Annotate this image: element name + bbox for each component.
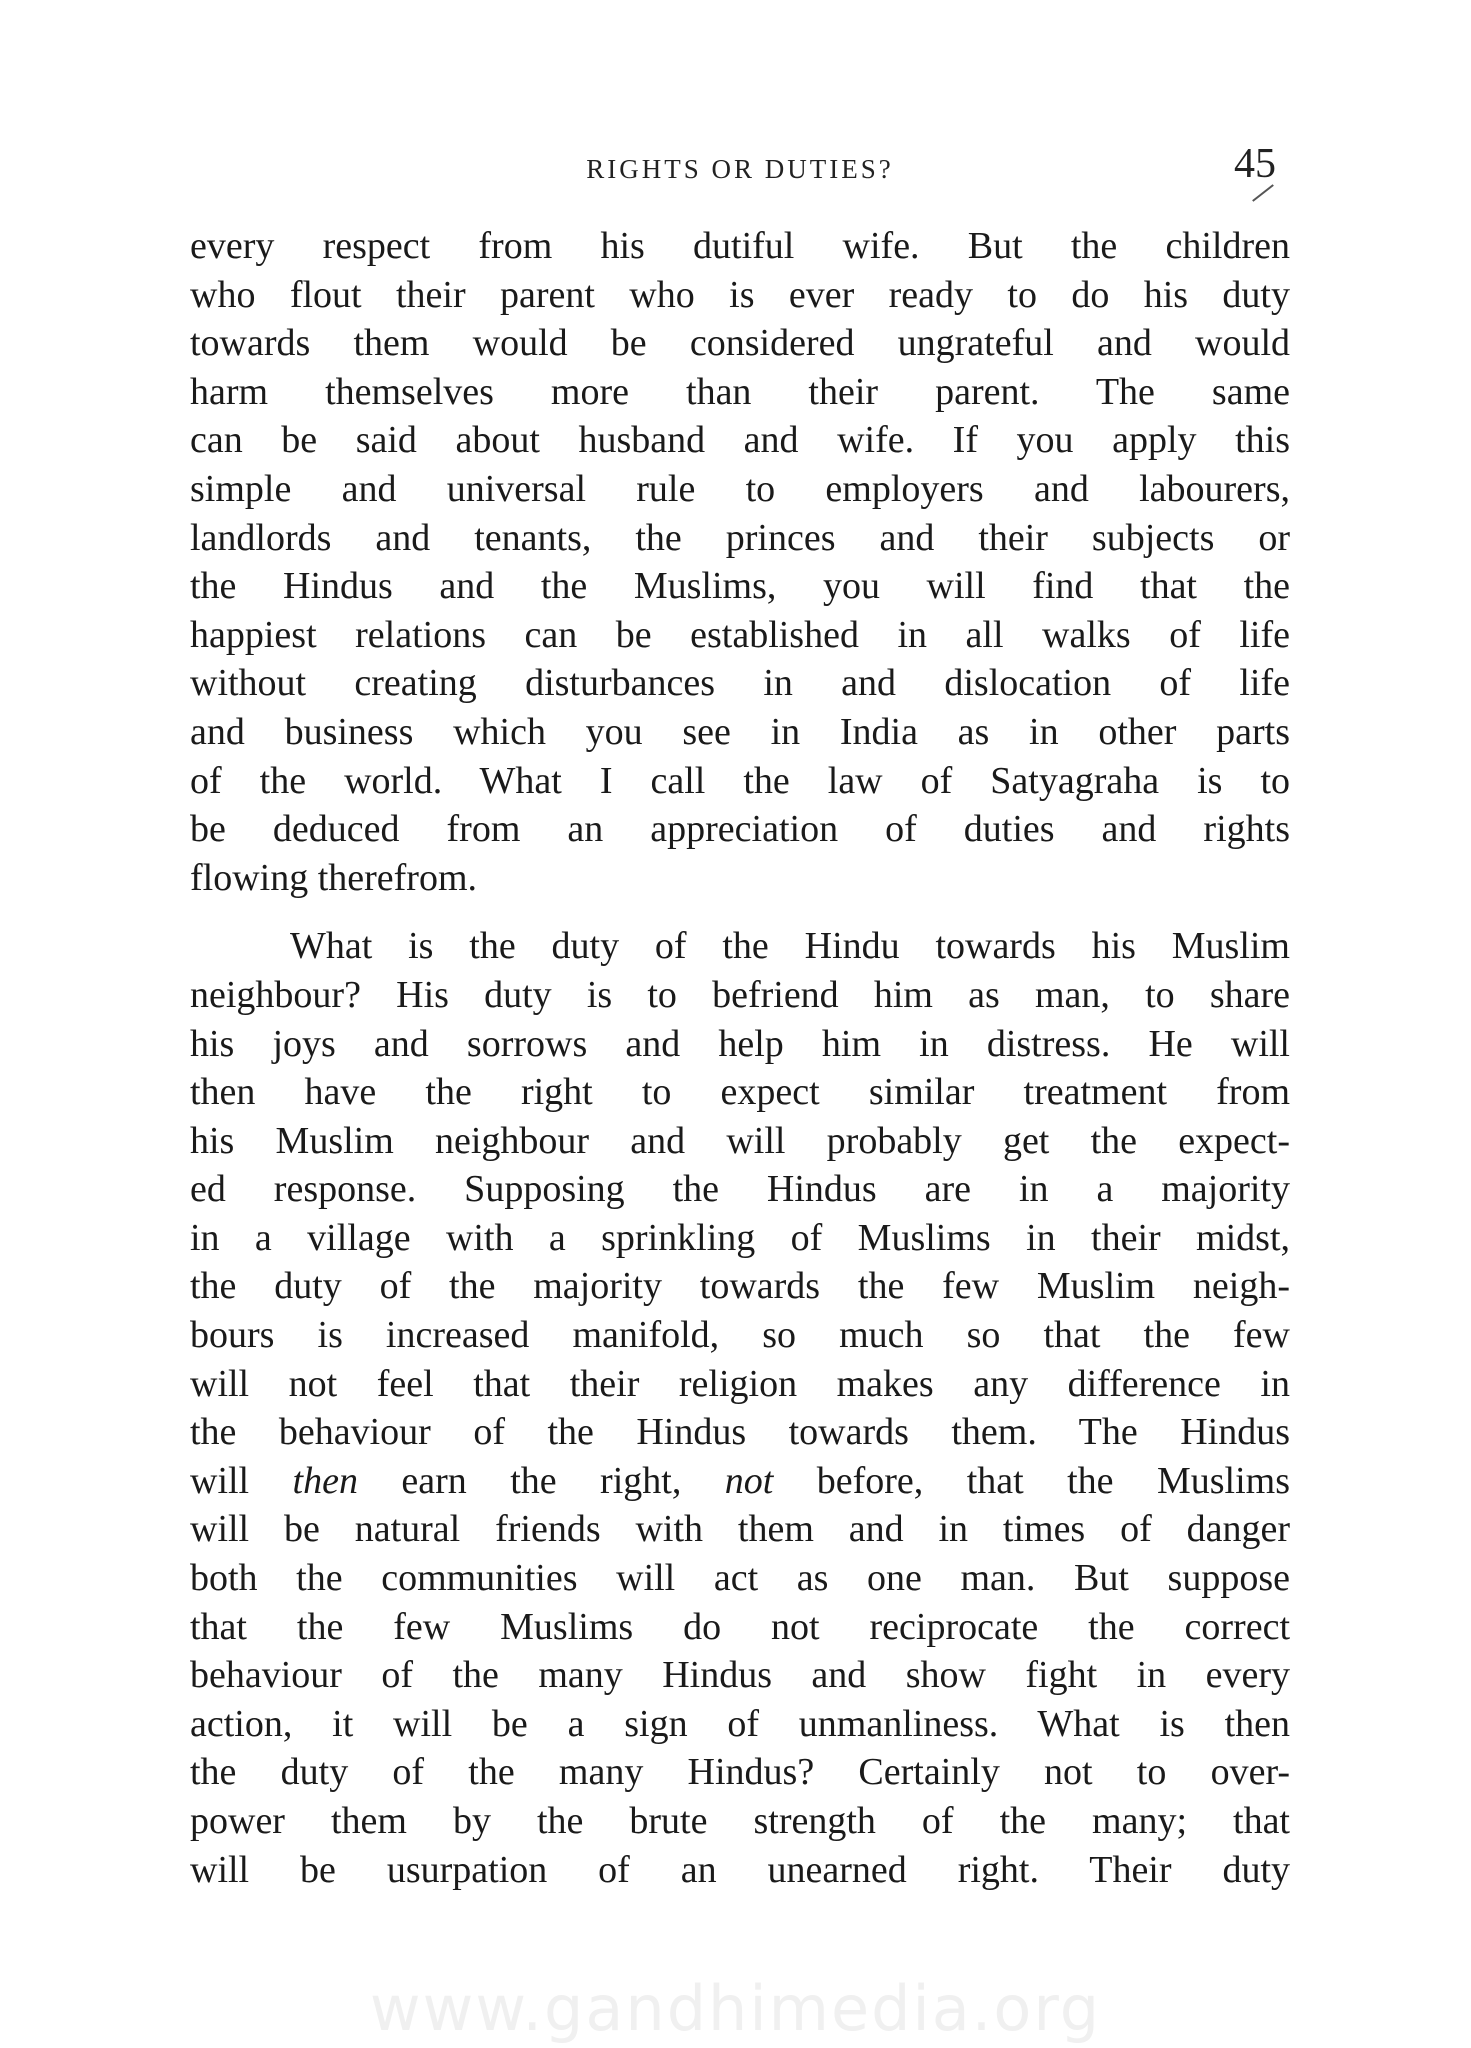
text-line: harm themselves more than their parent. The same bbox=[190, 370, 1290, 413]
paragraph-2 bbox=[190, 922, 1290, 1894]
running-title: RIGHTS OR DUTIES? bbox=[586, 154, 894, 184]
text-line: behaviour of the many Hindus and show fight in every bbox=[190, 1654, 1290, 1697]
text-line: ed response. Supposing the Hindus are in a majority bbox=[190, 1168, 1290, 1211]
text-line: every respect from his dutiful wife. But the children bbox=[190, 225, 1290, 267]
text-line: action, it will be a sign of unmanliness. What is then bbox=[190, 1702, 1290, 1745]
text-line: the Hindus and the Muslims, you will find that the bbox=[190, 565, 1290, 608]
paragraph-gap bbox=[190, 902, 1290, 922]
text-segment: will bbox=[190, 1459, 293, 1502]
text-line: can be said about husband and wife. If you apply this bbox=[190, 419, 1290, 462]
text-line: simple and universal rule to employers and labourers, bbox=[190, 467, 1290, 510]
text-line: his joys and sorrows and help him in distress. He will bbox=[190, 1022, 1290, 1065]
paragraph-1 bbox=[190, 222, 1290, 902]
text-line: both the communities will act as one man. But suppose bbox=[190, 1557, 1290, 1600]
body-text bbox=[190, 222, 1290, 1894]
page-number: 45 bbox=[1234, 141, 1276, 187]
text-line: that the few Muslims do not reciprocate the correct bbox=[190, 1605, 1290, 1648]
text-line: will not feel that their religion makes any difference in bbox=[190, 1362, 1290, 1405]
text-line: happiest relations can be established in all walks of life bbox=[190, 613, 1290, 656]
text-segment: before, that the Muslims bbox=[773, 1459, 1290, 1502]
text-line: and business which you see in India as in other parts bbox=[190, 710, 1290, 753]
text-line: towards them would be considered ungrateful and would bbox=[190, 322, 1290, 365]
text-line: the duty of the many Hindus? Certainly not to over- bbox=[190, 1751, 1290, 1794]
text-line: be deduced from an appreciation of duties and rights bbox=[190, 808, 1290, 851]
watermark: www.gandhimedia.org bbox=[369, 1972, 1102, 2045]
text-line: his Muslim neighbour and will probably get the expect- bbox=[190, 1119, 1290, 1162]
text-segment: earn the right, bbox=[357, 1459, 725, 1502]
text-line: bours is increased manifold, so much so that the few bbox=[190, 1314, 1290, 1357]
text-line: without creating disturbances in and dislocation of life bbox=[190, 662, 1290, 705]
text-line: of the world. What I call the law of Satyagraha is to bbox=[190, 759, 1290, 802]
text-line: will be natural friends with them and in times of danger bbox=[190, 1508, 1290, 1551]
text-line: the duty of the majority towards the few Muslim neigh- bbox=[190, 1265, 1290, 1308]
text-line-with-emphasis bbox=[190, 1457, 1290, 1506]
emphasis-not: not bbox=[724, 1459, 774, 1502]
text-line: who flout their parent who is ever ready to do his duty bbox=[190, 273, 1290, 316]
text-line: will be usurpation of an unearned right. Their duty bbox=[190, 1848, 1290, 1891]
text-line: neighbour? His duty is to befriend him as man, to share bbox=[190, 973, 1290, 1016]
running-head bbox=[190, 141, 1290, 198]
emphasis-then: then bbox=[292, 1459, 358, 1502]
text-line: What is the duty of the Hindu towards his Muslim bbox=[290, 925, 1290, 968]
text-line: flowing therefrom. bbox=[190, 856, 478, 899]
text-line: then have the right to expect similar treatment from bbox=[190, 1071, 1290, 1114]
text-line: in a village with a sprinkling of Muslims in their midst, bbox=[190, 1216, 1290, 1259]
text-line: power them by the brute strength of the many; that bbox=[190, 1800, 1290, 1842]
text-line: the behaviour of the Hindus towards them. The Hindus bbox=[190, 1411, 1290, 1454]
text-line: landlords and tenants, the princes and their subjects or bbox=[190, 516, 1290, 559]
